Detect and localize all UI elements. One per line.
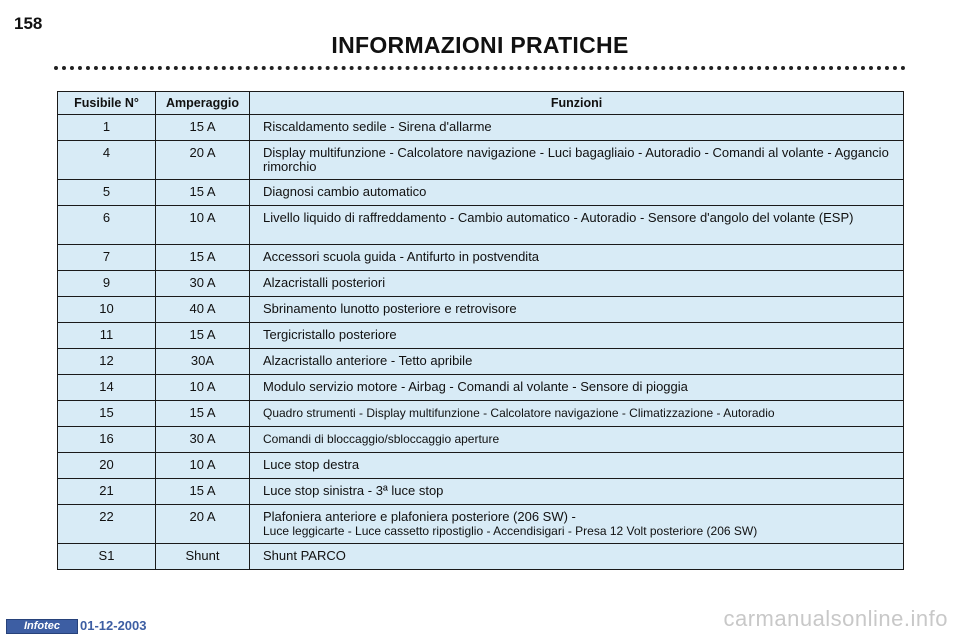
page-number: 158 bbox=[14, 14, 43, 33]
functions-text: Accessori scuola guida - Antifurto in postvendita bbox=[263, 249, 540, 264]
header-amperage: Amperaggio bbox=[156, 92, 250, 115]
fuse-number-cell: 15 bbox=[58, 401, 156, 427]
table-row bbox=[58, 479, 904, 505]
fuse-number-cell: 1 bbox=[58, 115, 156, 141]
table-body bbox=[58, 115, 904, 570]
functions-cell bbox=[250, 453, 904, 479]
fuse-number-cell: 22 bbox=[58, 505, 156, 544]
table-row bbox=[58, 505, 904, 544]
dotted-divider bbox=[54, 66, 906, 70]
functions-text: Modulo servizio motore - Airbag - Comandi al volante - Sensore di pioggia bbox=[263, 379, 688, 394]
table-row bbox=[58, 245, 904, 271]
amperage-cell: 15 A bbox=[156, 115, 250, 141]
functions-cell bbox=[250, 271, 904, 297]
functions-text: Sbrinamento lunotto posteriore e retrovisore bbox=[263, 301, 517, 316]
table-row bbox=[58, 401, 904, 427]
functions-text: Luce stop destra bbox=[263, 457, 360, 472]
functions-text: Riscaldamento sedile - Sirena d'allarme bbox=[263, 119, 492, 134]
table-row bbox=[58, 141, 904, 180]
table-row bbox=[58, 323, 904, 349]
table-header-row bbox=[58, 92, 904, 115]
fuse-number-cell: 10 bbox=[58, 297, 156, 323]
functions-text-continued: Luce leggicarte - Luce cassetto ripostiglio - Accendisigari - Presa 12 Volt posteriore (206 SW) bbox=[263, 524, 758, 538]
functions-cell bbox=[250, 349, 904, 375]
amperage-cell: 30 A bbox=[156, 271, 250, 297]
functions-cell bbox=[250, 544, 904, 570]
watermark-text: carmanualsonline.info bbox=[723, 606, 948, 631]
amperage-cell: 30 A bbox=[156, 427, 250, 453]
functions-cell bbox=[250, 427, 904, 453]
amperage-cell: 15 A bbox=[156, 323, 250, 349]
header-fuse-number: Fusibile N° bbox=[58, 92, 156, 115]
fuse-number-cell: 7 bbox=[58, 245, 156, 271]
functions-text: Alzacristalli posteriori bbox=[263, 275, 386, 290]
functions-cell bbox=[250, 115, 904, 141]
amperage-cell: 20 A bbox=[156, 505, 250, 544]
functions-text: Diagnosi cambio automatico bbox=[263, 184, 427, 199]
functions-cell bbox=[250, 323, 904, 349]
functions-text: Shunt PARCO bbox=[263, 548, 346, 563]
fuse-number-cell: 14 bbox=[58, 375, 156, 401]
functions-cell bbox=[250, 375, 904, 401]
functions-cell bbox=[250, 245, 904, 271]
fuse-number-cell: 11 bbox=[58, 323, 156, 349]
amperage-cell: 20 A bbox=[156, 141, 250, 180]
amperage-cell: 10 A bbox=[156, 375, 250, 401]
functions-text: Quadro strumenti - Display multifunzione - Calcolatore navigazione - Climatizzazione - Autoradio bbox=[263, 406, 775, 420]
functions-cell bbox=[250, 206, 904, 245]
functions-cell bbox=[250, 401, 904, 427]
functions-text: Display multifunzione - Calcolatore navigazione - Luci bagagliaio - Autoradio - Comandi al volante - Aggancio rimorchio bbox=[263, 145, 889, 174]
table-row bbox=[58, 206, 904, 245]
amperage-cell: 15 A bbox=[156, 479, 250, 505]
functions-cell bbox=[250, 180, 904, 206]
functions-text: Plafoniera anteriore e plafoniera posteriore (206 SW) - bbox=[263, 509, 576, 524]
functions-text: Comandi di bloccaggio/sbloccaggio aperture bbox=[263, 432, 500, 446]
table-row bbox=[58, 375, 904, 401]
infotec-logo: Infotec bbox=[6, 619, 78, 634]
amperage-cell: 30A bbox=[156, 349, 250, 375]
page-title: INFORMAZIONI PRATICHE bbox=[331, 32, 629, 58]
functions-text: Tergicristallo posteriore bbox=[263, 327, 397, 342]
functions-cell bbox=[250, 141, 904, 180]
fuse-number-cell: 6 bbox=[58, 206, 156, 245]
functions-text: Livello liquido di raffreddamento - Cambio automatico - Autoradio - Sensore d'angolo del volante (ESP) bbox=[263, 210, 854, 225]
fuse-number-cell: 16 bbox=[58, 427, 156, 453]
table-row bbox=[58, 271, 904, 297]
header-functions: Funzioni bbox=[250, 92, 904, 115]
table-row bbox=[58, 453, 904, 479]
fuse-number-cell: 21 bbox=[58, 479, 156, 505]
table-row bbox=[58, 115, 904, 141]
amperage-cell: 10 A bbox=[156, 206, 250, 245]
fuse-number-cell: 12 bbox=[58, 349, 156, 375]
functions-cell bbox=[250, 297, 904, 323]
table-row bbox=[58, 297, 904, 323]
fuse-number-cell: 9 bbox=[58, 271, 156, 297]
functions-text: Alzacristallo anteriore - Tetto apribile bbox=[263, 353, 473, 368]
fuse-table bbox=[57, 91, 904, 570]
fuse-number-cell: 20 bbox=[58, 453, 156, 479]
fuse-number-cell: 5 bbox=[58, 180, 156, 206]
amperage-cell: 15 A bbox=[156, 245, 250, 271]
amperage-cell: 15 A bbox=[156, 401, 250, 427]
functions-cell bbox=[250, 505, 904, 544]
functions-cell bbox=[250, 479, 904, 505]
table-row bbox=[58, 349, 904, 375]
table-row bbox=[58, 544, 904, 570]
table-row bbox=[58, 180, 904, 206]
footer-date: 01-12-2003 bbox=[80, 618, 147, 633]
amperage-cell: 10 A bbox=[156, 453, 250, 479]
functions-text: Luce stop sinistra - 3ª luce stop bbox=[263, 483, 444, 498]
fuse-number-cell: S1 bbox=[58, 544, 156, 570]
fuse-number-cell: 4 bbox=[58, 141, 156, 180]
amperage-cell: 40 A bbox=[156, 297, 250, 323]
table-row bbox=[58, 427, 904, 453]
amperage-cell: Shunt bbox=[156, 544, 250, 570]
amperage-cell: 15 A bbox=[156, 180, 250, 206]
